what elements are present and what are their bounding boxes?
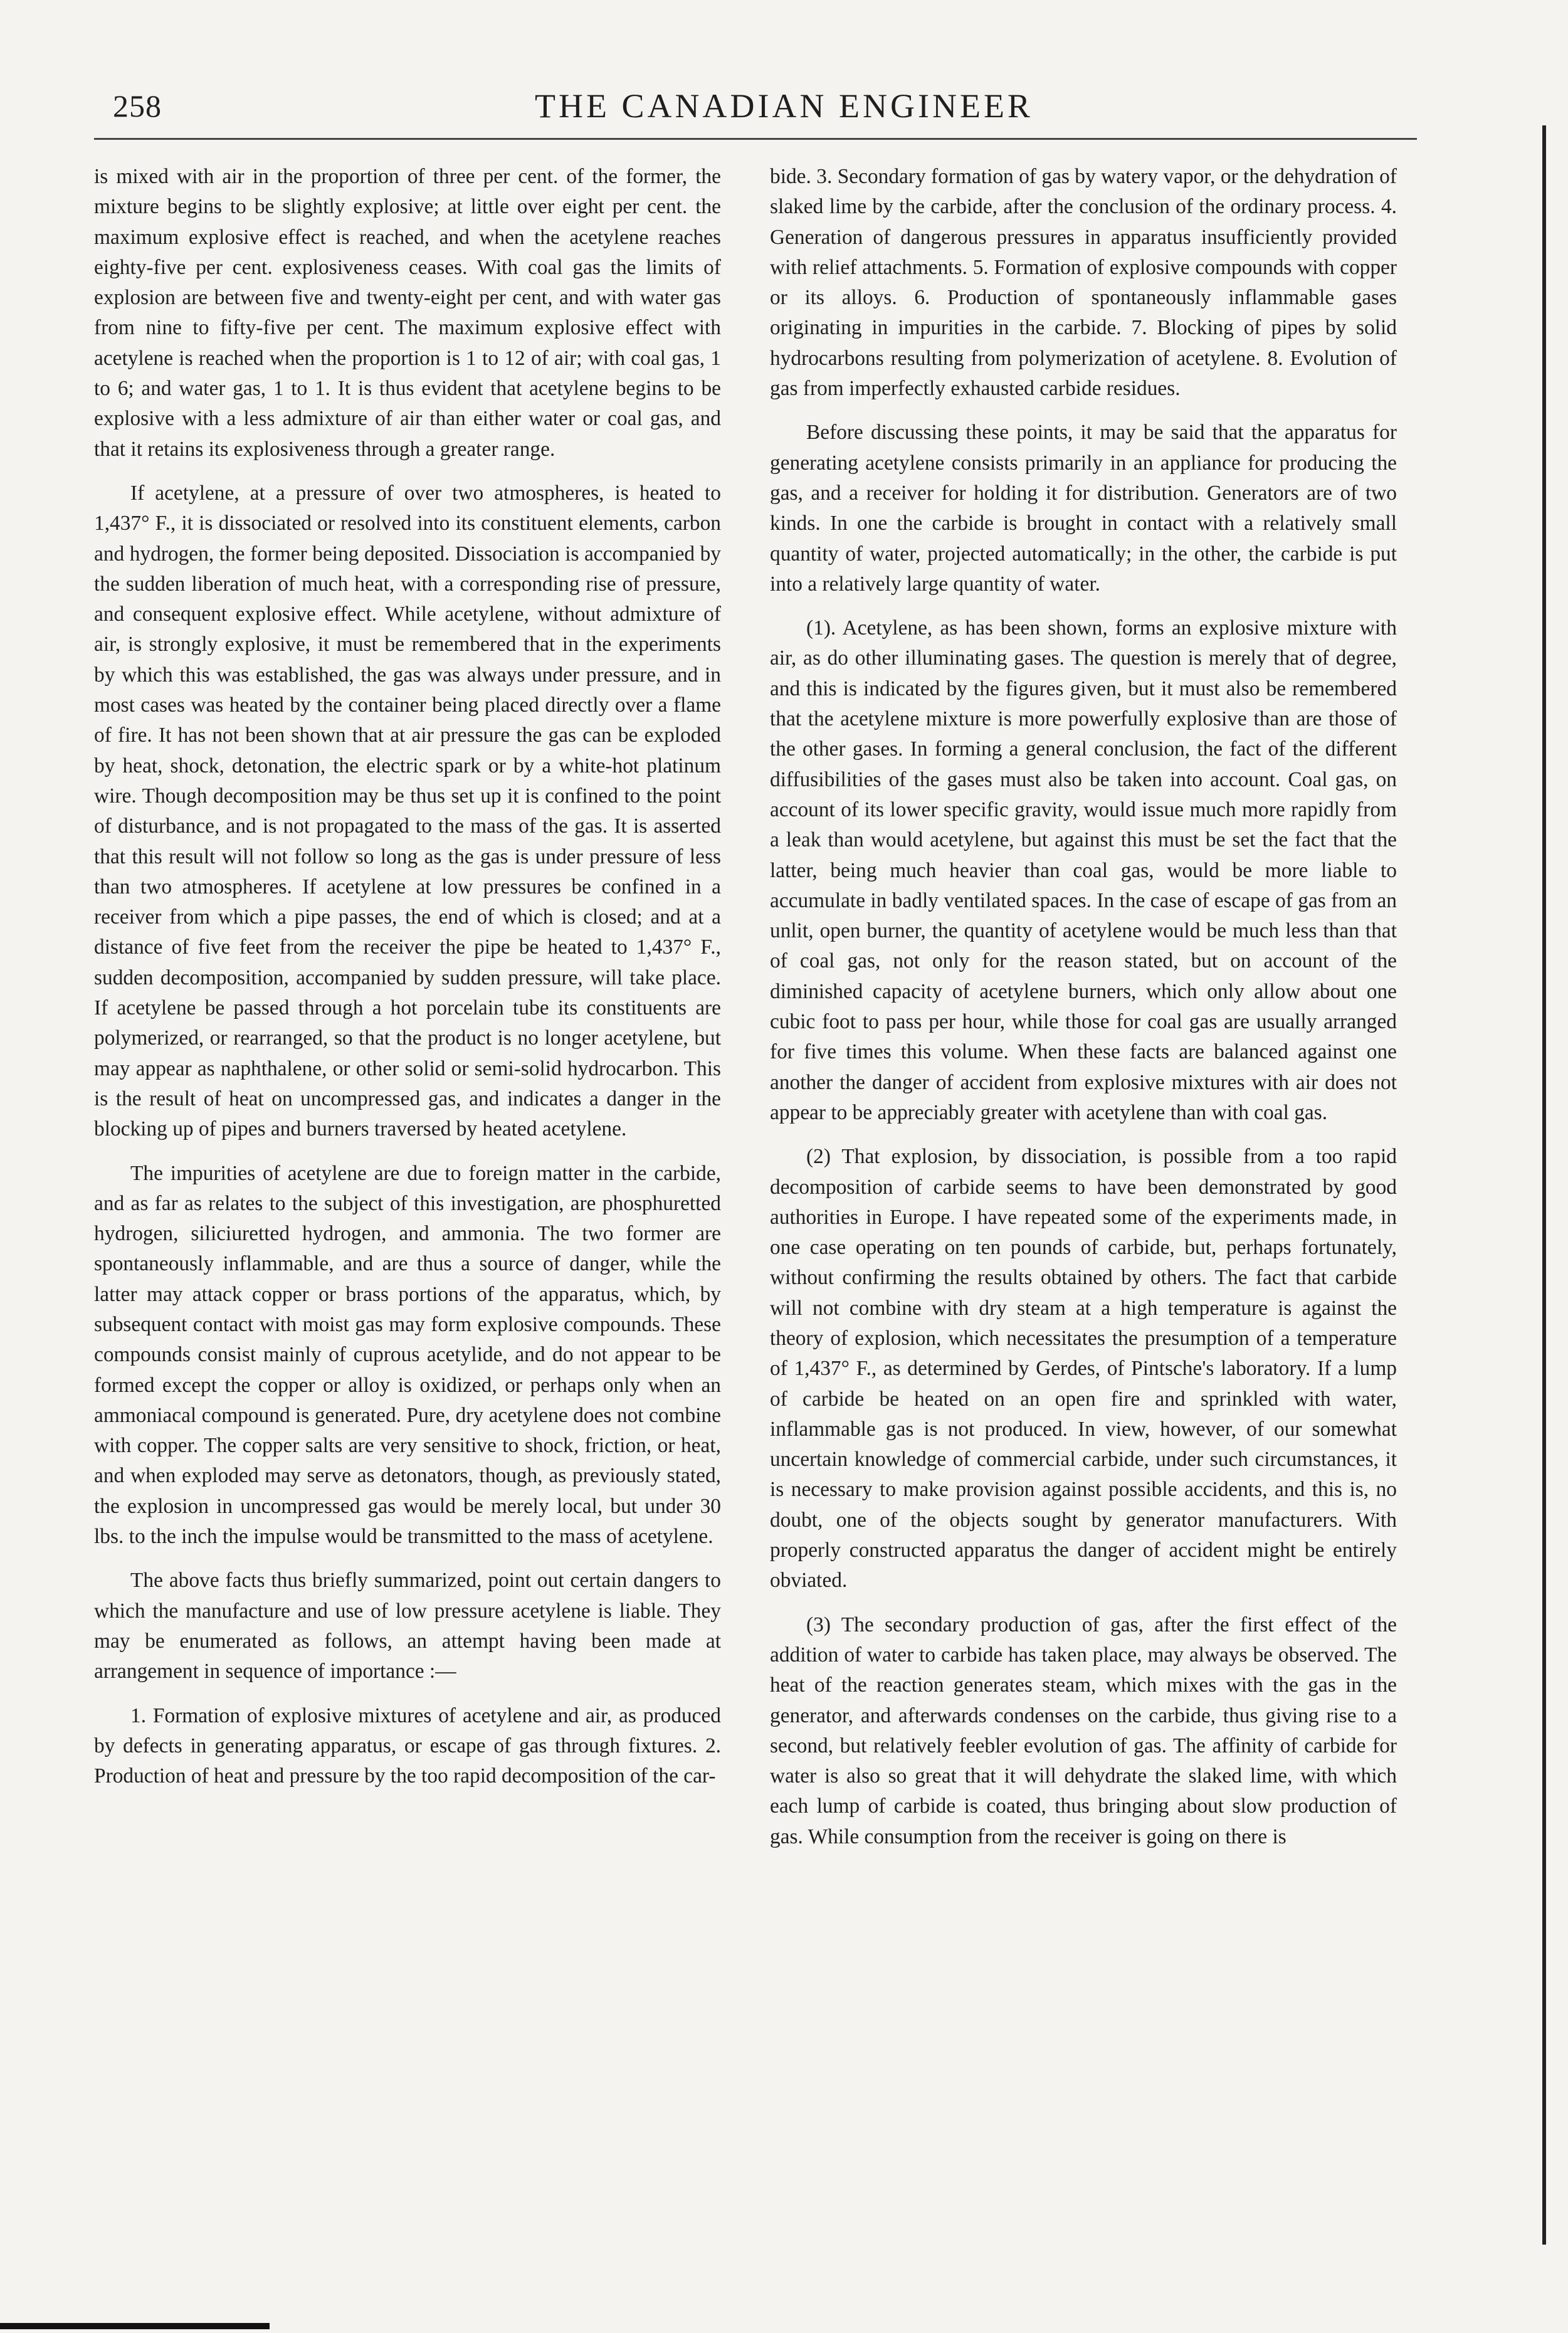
paragraph: (2) That explosion, by dissociation, is possible from a too rapid decomposition of carbide seems to have been demonstrated by good authorities in Europe. I have repeated some of the experiments made, in one case operating on ten pounds of carbide, but, perhaps fortunately, without confirming the results obtained by others. The fact that carbide will not combine with dry steam at a high temperature is against the theory of explosion, which necessitates the presumption of a temperature of 1,437° F., as determined by Gerdes, of Pintsche's laboratory. If a lump of carbide be heated on an open fire and sprinkled with water, inflammable gas is not produced. In view, however, of our somewhat uncertain knowledge of commercial carbide, under such circumstances, it is necessary to make provision against possible accidents, and this is, no doubt, one of the objects sought by generator manufacturers. With properly constructed apparatus the danger of accident might be entirely obviated. [770, 1145, 1397, 1593]
paragraph: is mixed with air in the proportion of three per cent. of the former, the mixture begins to be slightly explosive; at little over eight per cent. the maximum explosive effect is reached, and when the acetylene reaches eighty-five per cent. explosiveness ceases. With coal gas the limits of explosion are between five and twenty-eight per cent, and with water gas from nine to fifty-five per cent. The maximum explosive effect with acetylene is reached when the proportion is 1 to 12 of air; with coal gas, 1 to 6; and water gas, 1 to 1. It is thus evident that acetylene begins to be explosive with a less admixture of air than either water or coal gas, and that it retains its explosiveness through a greater range. [94, 165, 721, 461]
header-rule [94, 138, 1417, 140]
paragraph: bide. 3. Secondary formation of gas by watery vapor, or the dehydration of slaked lime by the carbide, after the conclusion of the ordinary process. 4. Generation of dangerous pressures in apparatus insufficiently provided with relief attachments. 5. Formation of explosive compounds with copper or its alloys. 6. Production of spontaneously inflammable gases originating in impurities in the carbide. 7. Blocking of pipes by solid hydrocarbons resulting from polymerization of acetylene. 8. Evolution of gas from imperfectly exhausted carbide residues. [770, 165, 1397, 401]
right-column [770, 162, 1397, 1866]
paragraph: 1. Formation of explosive mixtures of acetylene and air, as produced by defects in generating apparatus, or escape of gas through fixtures. 2. Production of heat and pressure by the too rapid decomposition of the car- [94, 1704, 721, 1788]
bottom-rule [0, 2323, 270, 2329]
paragraph: Before discussing these points, it may be said that the apparatus for generating acetylene consists primarily in an appliance for producing the gas, and a receiver for holding it for distribution. Generators are of two kinds. In one the carbide is brought in contact with a relatively small quantity of water, projected automatically; in the other, the carbide is put into a relatively large quantity of water. [770, 421, 1397, 596]
running-head-title: THE CANADIAN ENGINEER [535, 87, 1033, 125]
page-number: 258 [113, 88, 162, 124]
paragraph: If acetylene, at a pressure of over two atmospheres, is heated to 1,437° F., it is dissociated or resolved into its constituent elements, carbon and hydrogen, the former being deposited. Dissociation is accompanied by the sudden liberation of much heat, with a corresponding rise of pressure, and consequent explosive effect. While acetylene, without admixture of air, is strongly explosive, it must be remembered that in the experiments by which this was established, the gas was always under pressure, and in most cases was heated by the container being placed directly over a flame of fire. It has not been shown that at air pressure the gas can be exploded by heat, shock, detonation, the electric spark or by a white-hot platinum wire. Though decomposition may be thus set up it is confined to the point of disturbance, and is not propagated to the mass of the gas. It is asserted that this result will not follow so long as the gas is under pressure of less than two atmospheres. If acetylene at low pressures be confined in a receiver from which a pipe passes, the end of which is closed; and at a distance of five feet from the receiver the pipe be heated to 1,437° F., sudden decomposition, accompanied by sudden pressure, will take place. If acetylene be passed through a hot porcelain tube its constituents are polymerized, or rearranged, so that the product is no longer acetylene, but may appear as naphthalene, or other solid or semi-solid hydrocarbon. This is the result of heat on uncompressed gas, and indicates a danger in the blocking up of pipes and burners traversed by heated acetylene. [94, 481, 721, 1141]
paragraph: The above facts thus briefly summarized, point out certain dangers to which the manufacture and use of low pressure acetylene is liable. They may be enumerated as follows, an attempt having been made at arrangement in sequence of importance :— [94, 1569, 721, 1683]
paragraph: (1). Acetylene, as has been shown, forms an explosive mixture with air, as do other illuminating gases. The question is merely that of degree, and this is indicated by the figures given, but it must also be remembered that the acetylene mixture is more powerfully explosive than are those of the other gases. In forming a general conclusion, the fact of the different diffusibilities of the gases must also be taken into account. Coal gas, on account of its lower specific gravity, would issue much more rapidly from a leak than would acetylene, but against this must be set the fact that the latter, being much heavier than coal gas, would be more liable to accumulate in badly ventilated spaces. In the case of escape of gas from an unlit, open burner, the quantity of acetylene would be much less than that of coal gas, not only for the reason stated, but on account of the diminished capacity of acetylene burners, which only allow about one cubic foot to pass per hour, while those for coal gas are usually arranged for five times this volume. When these facts are balanced against one another the danger of accident from explosive mixtures with air does not appear to be appreciably greater with acetylene than with coal gas. [770, 616, 1397, 1124]
paragraph: The impurities of acetylene are due to foreign matter in the carbide, and as far as relates to the subject of this investigation, are phosphuretted hydrogen, siliciuretted hydrogen, and ammonia. The two former are spontaneously inflammable, and are thus a source of danger, while the latter may attack copper or brass portions of the apparatus, which, by subsequent contact with moist gas may form explosive compounds. These compounds consist mainly of cuprous acetylide, and do not appear to be formed except the copper or alloy is oxidized, or perhaps only when an ammoniacal compound is generated. Pure, dry acetylene does not combine with copper. The copper salts are very sensitive to shock, friction, or heat, and when exploded may serve as detonators, though, as previously stated, the explosion in uncompressed gas would be merely local, but under 30 lbs. to the inch the impulse would be transmitted to the mass of acetylene. [94, 1161, 721, 1549]
paragraph: (3) The secondary production of gas, after the first effect of the addition of water to carbide has taken place, may always be observed. The heat of the reaction generates steam, which mixes with the gas in the generator, and afterwards condenses on the carbide, thus giving rise to a second, but relatively feebler evolution of gas. The affinity of carbide for water is also so great that it will dehydrate the slaked lime, with which each lump of carbide is coated, thus bringing about slow production of gas. While consumption from the receiver is going on there is [770, 1613, 1397, 1848]
left-column [94, 162, 721, 1805]
binding-edge-rule [1542, 125, 1546, 2245]
